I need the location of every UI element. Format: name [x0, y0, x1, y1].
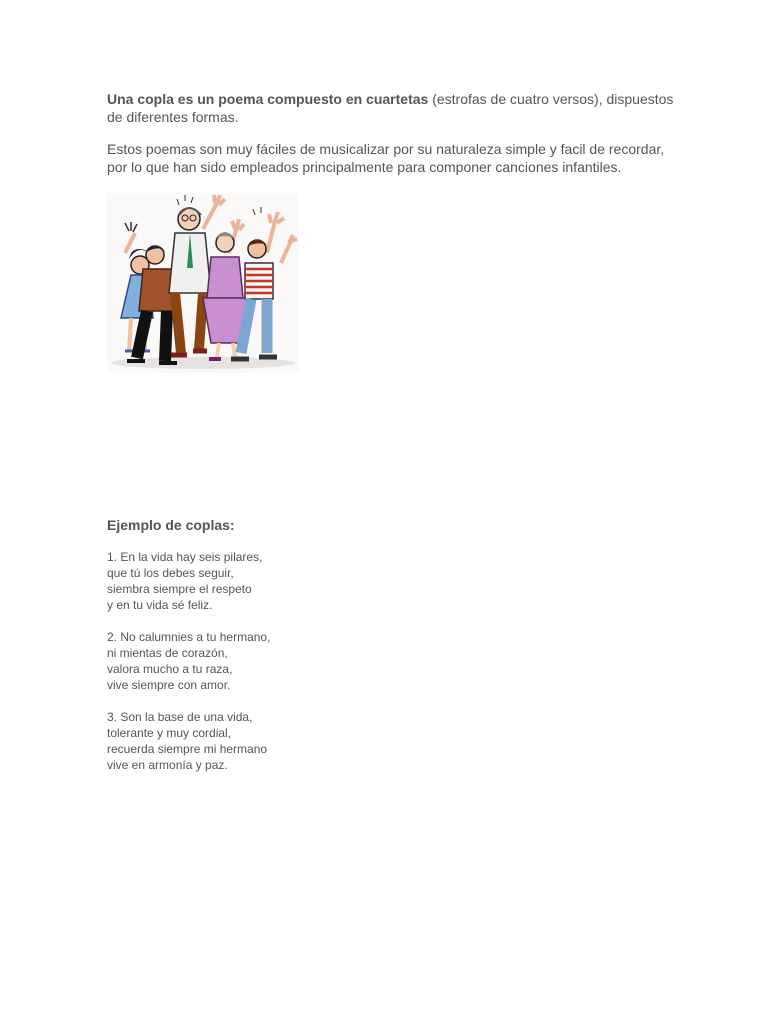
copla-line: recuerda siempre mi hermano: [107, 742, 268, 756]
cheering-people-illustration: [107, 193, 299, 373]
copla-line: y en tu vida sé feliz.: [107, 598, 213, 612]
description-paragraph: Estos poemas son muy fáciles de musicalizar por su naturaleza simple y facil de recordar, por lo que han sido empleados principalmente para componer canciones infantiles.: [107, 141, 665, 175]
examples-heading: Ejemplo de coplas:: [107, 517, 235, 533]
copla-1: [107, 549, 270, 613]
intro-rest-text: (estrofas de cuatro versos), dispuestos de diferentes formas.: [107, 91, 674, 125]
cheering-crowd-icon: [107, 193, 299, 373]
copla-line: 3. Son la base de una vida,: [107, 710, 253, 724]
copla-2: [107, 629, 270, 693]
copla-3: [107, 709, 270, 773]
document-body: [107, 90, 677, 176]
copla-line: 2. No calumnies a tu hermano,: [107, 630, 271, 644]
copla-line: siembra siempre el respeto: [107, 582, 252, 596]
coplas-list: [107, 549, 270, 789]
intro-bold-text: Una copla es un poema compuesto en cuartetas: [107, 91, 429, 107]
copla-line: valora mucho a tu raza,: [107, 662, 233, 676]
copla-line: vive en armonía y paz.: [107, 758, 228, 772]
copla-line: tolerante y muy cordial,: [107, 726, 232, 740]
copla-line: que tú los debes seguir,: [107, 566, 234, 580]
copla-line: 1. En la vida hay seis pilares,: [107, 550, 263, 564]
copla-line: vive siempre con amor.: [107, 678, 231, 692]
copla-line: ni mientas de corazón,: [107, 646, 228, 660]
intro-paragraph: [107, 90, 677, 126]
